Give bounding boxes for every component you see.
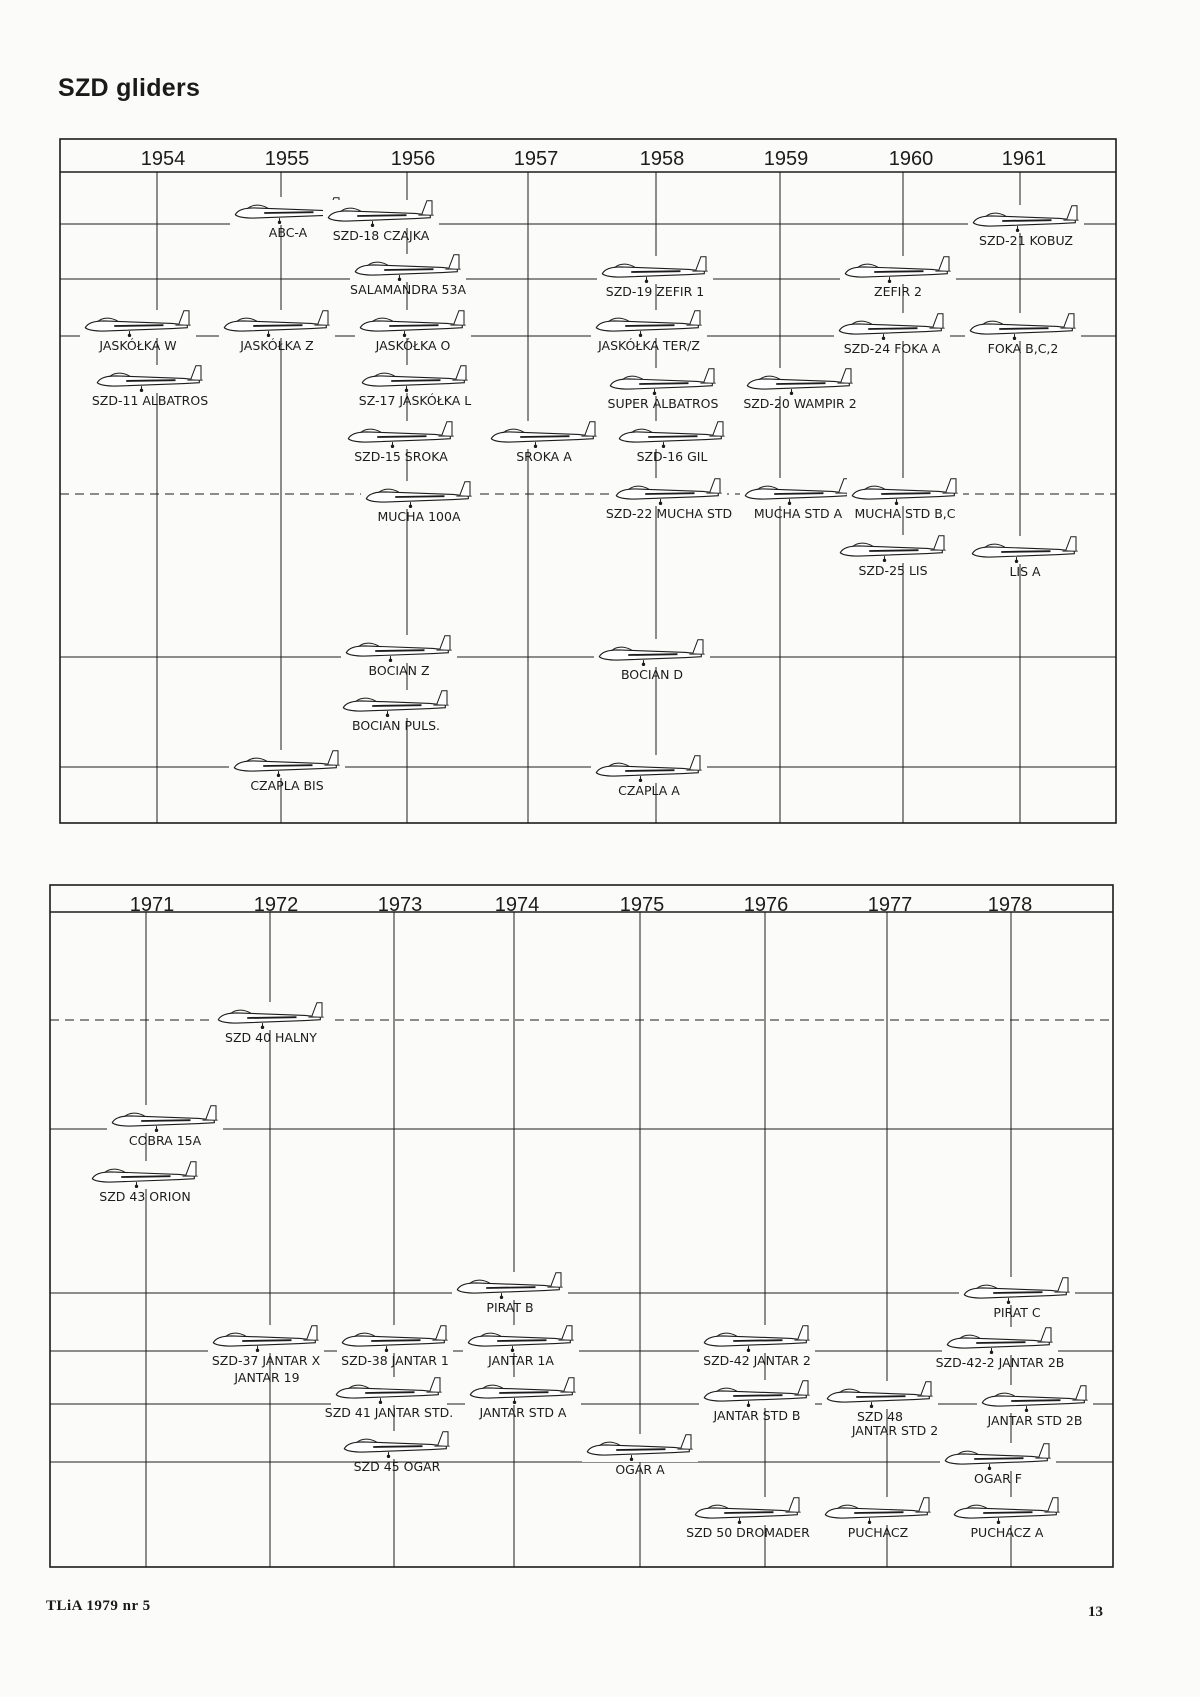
glider-label: BOCIAN Z bbox=[368, 663, 430, 678]
glider-label: JANTAR STD B bbox=[713, 1408, 801, 1423]
glider-label: SZ-17 JASKÓŁKA L bbox=[358, 393, 472, 408]
year-label: 1955 bbox=[264, 148, 310, 170]
timeline-1971-1978 bbox=[50, 885, 1113, 1567]
year-label: 1978 bbox=[987, 894, 1033, 916]
year-label: 1959 bbox=[763, 148, 809, 170]
glider-label: BOCIAN PULS. bbox=[351, 718, 441, 733]
glider-label: SZD 48 bbox=[856, 1409, 904, 1424]
glider-label: MUCHA 100A bbox=[377, 509, 461, 524]
year-label: 1957 bbox=[513, 148, 559, 170]
glider-label: JASKÓŁKA Z bbox=[240, 338, 314, 353]
glider-label: BOCIAN D bbox=[620, 667, 684, 682]
glider-label: MUCHA STD A bbox=[753, 506, 843, 521]
glider-label: PIRAT C bbox=[993, 1305, 1041, 1320]
glider-label: SZD-42-2 JANTAR 2B bbox=[935, 1355, 1065, 1370]
glider-label: JANTAR STD 2B bbox=[987, 1413, 1083, 1428]
glider-label: SZD-15 SROKA bbox=[354, 449, 448, 464]
year-label: 1954 bbox=[140, 148, 186, 170]
year-label: 1976 bbox=[743, 894, 789, 916]
glider-label: SZD-16 GIL bbox=[636, 449, 708, 464]
glider-label: CZAPLA BIS bbox=[250, 778, 324, 793]
year-label: 1956 bbox=[390, 148, 436, 170]
glider-label: ZEFIR 2 bbox=[874, 284, 922, 299]
year-label: 1975 bbox=[619, 894, 665, 916]
glider-label: SZD-38 JANTAR 1 bbox=[341, 1353, 449, 1368]
glider-label: SZD-37 JANTAR X bbox=[211, 1353, 321, 1368]
glider-label: PIRAT B bbox=[486, 1300, 534, 1315]
year-label: 1972 bbox=[253, 894, 299, 916]
glider-label: SZD-19 ZEFIR 1 bbox=[605, 284, 705, 299]
glider-label: CZAPLA A bbox=[618, 783, 680, 798]
year-label: 1974 bbox=[494, 894, 540, 916]
glider-label: JANTAR STD 2 bbox=[851, 1423, 939, 1438]
year-label: 1961 bbox=[1001, 148, 1047, 170]
year-label: 1973 bbox=[377, 894, 423, 916]
glider-label: SZD-21 KOBUZ bbox=[979, 233, 1073, 248]
glider-label: SZD-42 JANTAR 2 bbox=[703, 1353, 811, 1368]
glider-label: SZD-18 CZAJKA bbox=[332, 228, 430, 243]
year-label: 1971 bbox=[129, 894, 175, 916]
glider-label: SALAMANDRA 53A bbox=[350, 282, 466, 297]
year-label: 1958 bbox=[639, 148, 685, 170]
glider-label: JASKÓŁKA TER/Z bbox=[598, 338, 700, 353]
glider-label: SZD 40 HALNY bbox=[225, 1030, 317, 1045]
glider-label: SZD 43 ORION bbox=[99, 1189, 191, 1204]
glider-label: OGAR F bbox=[974, 1471, 1022, 1486]
glider-label: OGAR A bbox=[615, 1462, 665, 1477]
glider-label: SZD-11 ALBATROS bbox=[91, 393, 209, 408]
glider-label: SZD-20 WAMPIR 2 bbox=[743, 396, 857, 411]
footer-publication: TLiA 1979 nr 5 bbox=[46, 1598, 151, 1614]
glider-label: PUCHACZ bbox=[847, 1525, 909, 1540]
glider-label: JASKÓŁKA W bbox=[99, 338, 177, 353]
glider-label: LIS A bbox=[1009, 564, 1041, 579]
year-label: 1977 bbox=[867, 894, 913, 916]
glider-label: SZD-22 MUCHA STD bbox=[605, 506, 733, 521]
glider-label: JANTAR 19 bbox=[234, 1370, 300, 1385]
glider-label: COBRA 15A bbox=[128, 1133, 202, 1148]
glider-label: FOKA B,C,2 bbox=[987, 341, 1059, 356]
glider-label: JANTAR STD A bbox=[479, 1405, 567, 1420]
glider-label: SZD-24 FOKA A bbox=[843, 341, 941, 356]
footer-page-number: 13 bbox=[1088, 1604, 1103, 1620]
glider-label: JANTAR 1A bbox=[488, 1353, 554, 1368]
timeline-1954-1961 bbox=[60, 139, 1116, 823]
glider-label: SUPER ALBATROS bbox=[607, 396, 719, 411]
glider-label: PUCHACZ A bbox=[970, 1525, 1044, 1540]
glider-label: MUCHA STD B,C bbox=[854, 506, 956, 521]
glider-label: ABC-A bbox=[268, 225, 308, 240]
glider-label: SZD 45 OGAR bbox=[353, 1459, 441, 1474]
page-title: SZD gliders bbox=[58, 74, 201, 102]
glider-label: JASKÓŁKA O bbox=[375, 338, 451, 353]
glider-label: SZD 50 DROMADER bbox=[686, 1525, 810, 1540]
year-label: 1960 bbox=[888, 148, 934, 170]
glider-label: SROKA A bbox=[516, 449, 572, 464]
glider-label: SZD-25 LIS bbox=[858, 563, 928, 578]
glider-label: SZD 41 JANTAR STD. bbox=[324, 1405, 454, 1420]
